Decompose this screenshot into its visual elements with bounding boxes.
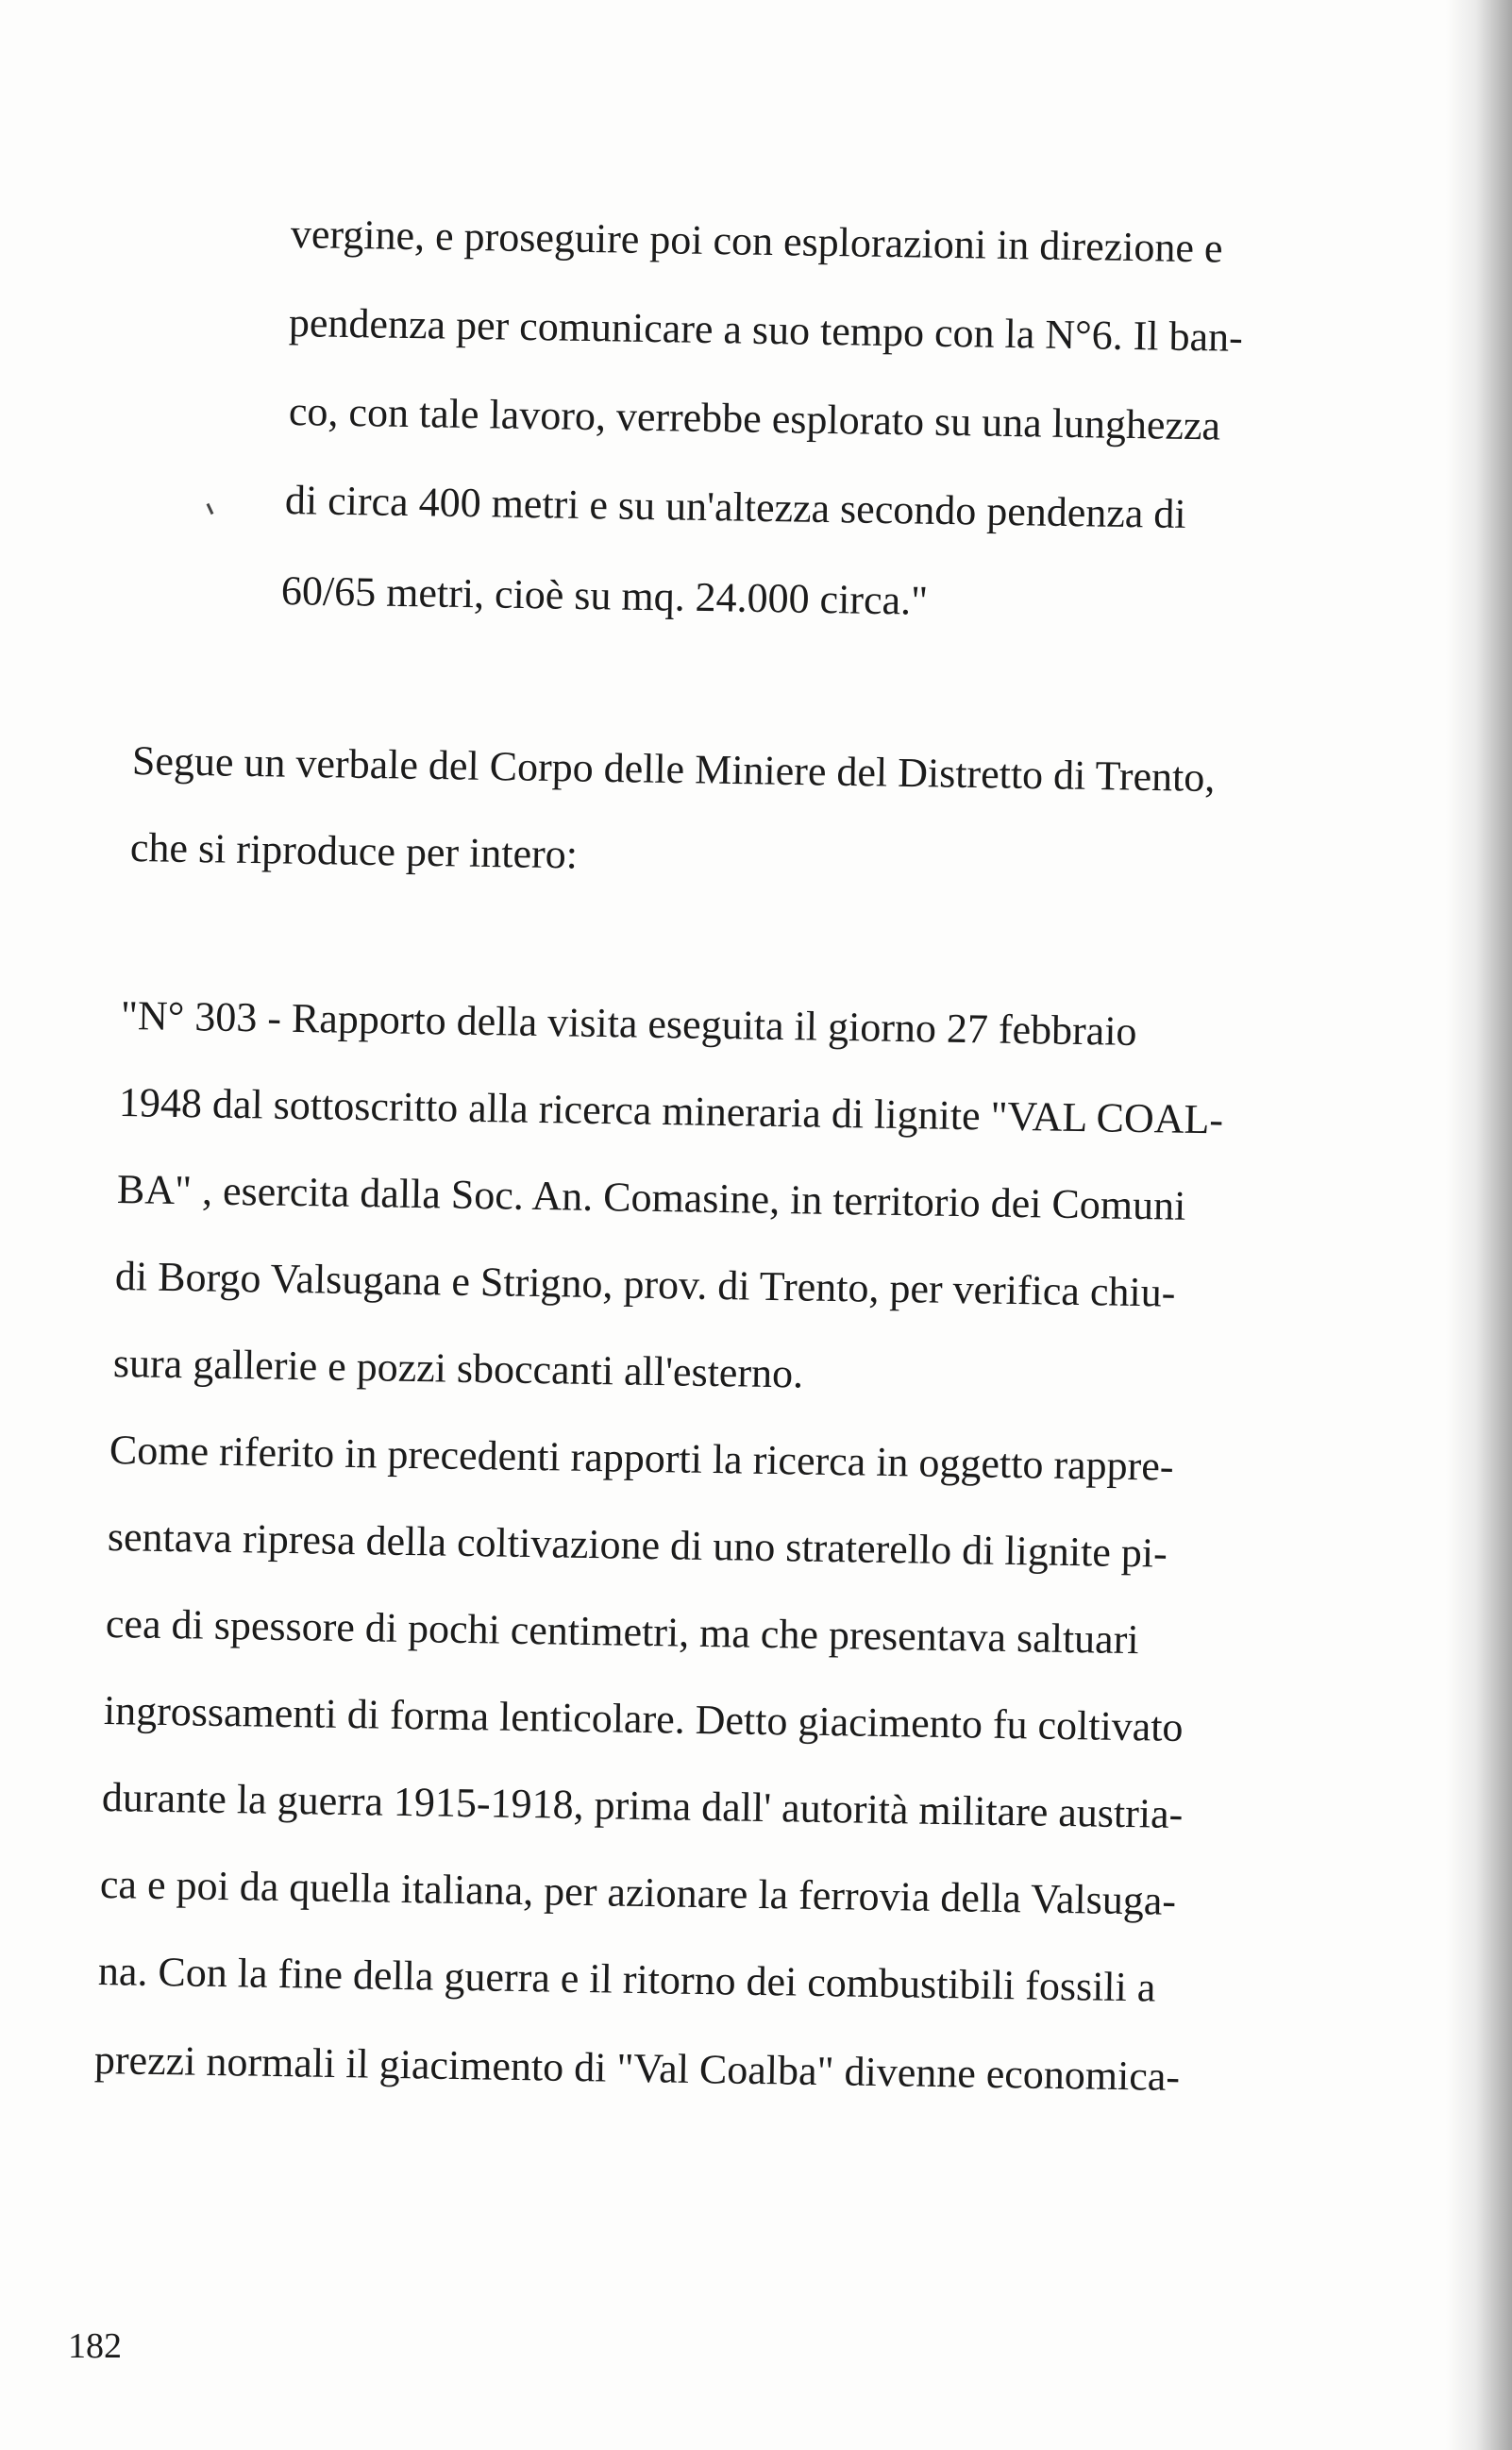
text-line: sentava ripresa della coltivazione di uno straterello di lignite pi-: [107, 1513, 1168, 1577]
text-line: cea di spessore di pochi centimetri, ma che presentava saltuari: [105, 1600, 1139, 1664]
stray-mark: [207, 503, 214, 515]
text-line: ingrossamenti di forma lenticolare. Detto giacimento fu coltivato: [103, 1687, 1184, 1750]
text-line: co, con tale lavoro, verrebbe esplorato su una lunghezza: [288, 388, 1221, 449]
text-line: na. Con la fine della guerra e il ritorno dei combustibili fossili a: [97, 1948, 1156, 2011]
text-line: Segue un verbale del Corpo delle Miniere del Distretto di Trento,: [131, 737, 1216, 802]
text-line: durante la guerra 1915-1918, prima dall' autorità militare austria-: [101, 1774, 1184, 1837]
text-line: sura gallerie e pozzi sboccanti all'esterno.: [112, 1340, 804, 1397]
spine-shadow: [1446, 0, 1512, 2450]
text-line: Come riferito in precedenti rapporti la ricerca in oggetto rappre-: [109, 1427, 1174, 1490]
text-line: di circa 400 metri e su un'altezza secondo pendenza di: [284, 477, 1187, 537]
text-line: ca e poi da quella italiana, per azionare la ferrovia della Valsuga-: [99, 1861, 1177, 1924]
text-line: "N° 303 - Rapporto della visita eseguita il giorno 27 febbraio: [120, 992, 1137, 1055]
text-line: vergine, e proseguire poi con esplorazioni in direzione e: [290, 211, 1223, 272]
text-line: 60/65 metri, cioè su mq. 24.000 circa.": [280, 567, 929, 624]
text-line: BA" , esercita dalla Soc. An. Comasine, in territorio dei Comuni: [116, 1166, 1186, 1229]
text-line: prezzi normali il giacimento di "Val Coalba" divenne economica-: [93, 2036, 1181, 2101]
text-line: 1948 dal sottoscritto alla ricerca mineraria di lignite "VAL COAL-: [118, 1079, 1224, 1143]
text-line: pendenza per comunicare a suo tempo con la N°6. Il ban-: [288, 299, 1244, 361]
text-line: di Borgo Valsugana e Strigno, prov. di Trento, per verifica chiu-: [114, 1253, 1176, 1316]
page-number: 182: [68, 2326, 122, 2366]
text-line: che si riproduce per intero:: [129, 824, 579, 878]
